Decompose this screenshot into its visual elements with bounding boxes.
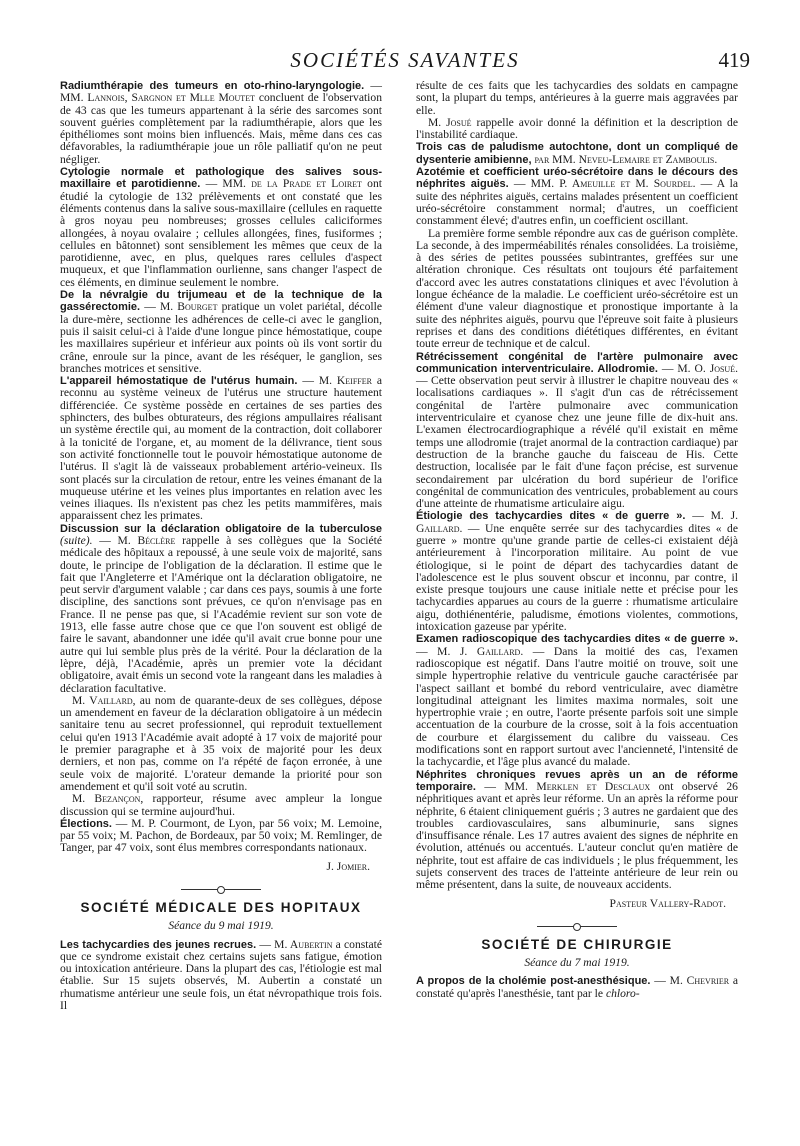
paragraph-text: — Une enquête serrée sur des tachycardies dites « de guerre » montre qu'une grande partie de celles-ci existaient déjà antérieurement à l'incorporation militaire. Au point de vue étiologique, si le point de départ des tachycardies datant de l'adolescence est le plus souvent obscur et inconnu, par contre, il existe presque toujours une cause initiale nette et précise pour les tachycardies apparues au cours de la guerre : rhumatisme articulaire aigu, dothiénentérie, paludisme, émotions violentes, commotions, intoxication gazeuse par ypérite. [416, 521, 738, 634]
society-heading: SOCIÉTÉ DE CHIRURGIE [481, 936, 673, 952]
paragraph-text: concluent de l'observation de 43 cas que les tumeurs appartenant à la série des sarcomes sont souvent guéries complètement par la radiumthérapie, alors que les épithéliomes sont moins bien influencés. Mais, même dans ces cas défavorables, la radiumthérapie joue un rôle palliatif qu'on ne peut négliger. [60, 91, 382, 166]
paragraph-vaillard [60, 695, 382, 793]
section-divider [181, 889, 261, 890]
paragraph-retrecissement [416, 351, 738, 511]
paragraph-title: Élections. [60, 817, 112, 830]
paragraph-title: Néphrites chroniques revues après un an de réforme temporaire. [416, 768, 738, 793]
paragraph-tuberculose [60, 523, 382, 695]
paragraph-title: A propos de la cholémie post-anesthésique. [416, 975, 651, 988]
paragraph-paludisme [416, 141, 738, 166]
paragraph-authors: par MM. Neveu-Lemaire et Zamboulis. [534, 152, 718, 166]
paragraph-premiere-forme [416, 228, 738, 351]
paragraph-azotemie [416, 166, 738, 227]
paragraph-text: a constaté que ce syndrome existait chez certains sujets sans fatigue, émotion ou intoxication antérieure. Dans la plupart des cas, l'étiologie est mal établie. Sur 15 sujets observés, M. Aubertin a constaté un rhumatisme antérieur une seule fois, un état névropathique trois fois. Il [60, 937, 382, 1013]
paragraph-radiumtherapie [60, 80, 382, 166]
paragraph-text: rappelle à ses collègues que la Société médicale des hôpitaux a repoussé, à une seule voix de majorité, sans doute, le principe de l'obligation de la déclaration. Il estime que le fait que l'Angleterre et l'Amérique ont la déclaration obligatoire, ne peut servir d'argument valable ; car dans ces pays, soumis à une forte discipline, des sanctions sont prévues, ce qu'on n'envisage pas en France. Il ne pense pas que, si l'Académie revient sur son vote de 1913, elle fasse autre chose que ce que l'on souvent est obligé de faire le savant, abandonner une idée qu'il avait crue bonne pour une autre qui lui semble plus près de la vérité. Pour la déclaration de la lèpre, déjà, l'Académie, après un premier vote la décidant obligatoire, avait émis un second vote la rangeant dans les maladies à déclaration facultative. [60, 533, 382, 695]
paragraph-title: Azotémie et coefficient uréo-sécrétoire dans le décours des néphrites aiguës. [416, 166, 738, 191]
paragraph-italic: chloro- [605, 986, 640, 1000]
paragraph-title: Examen radioscopique des tachycardies dites « de guerre ». [416, 633, 738, 646]
paragraph-text: — Dans la moitié des cas, l'examen radioscopique est négatif. Dans l'autre moitié on trouve, soit une simple hypertrophie relative du ventricule gauche caractérisée par l'aspect saillant et bombé du rebord ventriculaire, avec diamètre longitudinal atteignant les limites maxima normales, soit une hypertrophie vraie ; en outre, l'aorte présente parfois soit une simple accentuation de la courbure de la crosse, soit à la fois accentuation de courbure et élargissement du calibre du vaisseau. Ces modifications sont en rapport surtout avec l'ancienneté, l'intensité de la tachycardie, et l'âge plus avancé du malade. [416, 644, 738, 769]
paragraph-authors: — M. J. Gaillard. [416, 509, 738, 535]
paragraph-bezancon [60, 793, 382, 818]
paragraph-authors: — M. Keiffer [302, 374, 372, 388]
paragraph-elections [60, 818, 382, 855]
paragraph-title: L'appareil hémostatique de l'utérus humain. [60, 375, 298, 388]
section-divider [537, 926, 617, 927]
paragraph-text: rappelle avoir donné la définition et la description de l'instabilité cardiaque. [416, 115, 738, 142]
paragraph-title: Les tachycardies des jeunes recrues. [60, 938, 257, 951]
paragraph-authors: — M. Bourget [144, 300, 218, 314]
paragraph-text: La première forme semble répondre aux cas de guérison complète. La seconde, à des imperméabilités rénales consolidées. La troisième, à des séries de petites poussées subintrantes, greffées sur une altération chronique. Ces résultats ont toujours été parfaitement d'accord avec les autres constatations cliniques et avec l'évolution à longue échéance de la maladie. Le coefficient uréo-sécrétoire est un élément d'une valeur diagnostique et pronostique importante à la suite des néphrites aiguës, pourvu que l'épreuve soit faite à plusieurs reprises et dans des conditions diététiques différentes, en évitant toute erreur de technique et de calcul. [416, 226, 738, 351]
paragraph-hemostatique [60, 375, 382, 523]
paragraph-title: Rétrécissement congénital de l'artère pulmonaire avec communication interventriculaire. Allodromie. [416, 350, 738, 375]
paragraph-title: Discussion sur la déclaration obligatoire de la tuberculose [60, 522, 382, 535]
paragraph-text: — Cette observation peut servir à illustrer le chapitre nouveau des « localisations cardiaques ». Il s'agit d'un cas de rétrécissement congénital de l'artère pulmonaire avec communication interventriculaire et cyanose chez une jeune fille de dix-huit ans. L'examen électrocardiographique a révélé qu'il existait en même temps une allodromie (trajet anormal de la contraction cardiaque) par destruction de la branche gauche du faisceau de His. Cette destruction, localisée par le fait d'une façon précise, est survenue secondairement par ulcération du bord supérieur de l'orifice congénital de communication des ventricules, probablement au cours d'une atteinte de rhumatisme articulaire aigu. [416, 374, 738, 511]
seance-date: Séance du 9 mai 1919. [168, 919, 274, 933]
paragraph-authors: — MM. P. Ameuille et M. Sourdel. [513, 177, 696, 191]
paragraph-text: a constaté qu'après l'anesthésie, tant par le [416, 974, 739, 1000]
paragraph-continued [416, 80, 738, 117]
paragraph-authors: — M. Béclère [99, 533, 176, 547]
paragraph-josue [416, 117, 738, 142]
signature: J. Jomier. [326, 859, 370, 873]
paragraph-title: Étiologie des tachycardies dites « de guerre ». [416, 510, 686, 523]
paragraph-text: — A la suite des néphrites aiguës, certains malades présentent un coefficient uréo-sécrétoire constamment normal; d'autres, un coefficient constamment élevé; d'autres enfin, un coefficient oscillant. [416, 177, 738, 228]
paragraph-authors: — MM. de la Prade et Loiret [205, 177, 362, 191]
right-column [416, 80, 738, 1000]
paragraph-text: résulte de ces faits que les tachycardies des soldats en campagne sont, la plupart du temps, antérieures à la guerre mais aggravées par elle. [416, 79, 738, 117]
paragraph-authors: — M. Aubertin [259, 937, 333, 951]
paragraph-cholemie [416, 975, 738, 1000]
paragraph-text: ont étudié la cytologie de 132 prélèvements et ont constaté que les éléments contenus dans la salive sous-maxillaire (cellules en raquette à gros noyau peu nombreuses; grosses cellules caliciformes allongées, à noyau ovalaire ; cellules allongées, fines, fusiformes ; cellules en bâtonnet) sont sensiblement les mêmes que ceux de la parotidienne, avec, en plus, quelques rares cellules d'aspect muqueux, et que l'inflammation ourlienne, sans changer l'aspect de ces éléments, en diminue seulement le nombre. [60, 177, 382, 289]
paragraph-suite: (suite). [60, 533, 93, 547]
paragraph-authors: M. Vaillard, [72, 693, 136, 707]
paragraph-authors: M. Josué [428, 115, 472, 129]
paragraph-title: Cytologie normale et pathologique des salives sous-maxillaire et parotidienne. [60, 166, 382, 191]
paragraph-title: Trois cas de paludisme autochtone, dont un compliqué de dysenterie amibienne, [416, 141, 738, 166]
page-header [60, 48, 750, 78]
paragraph-text: — M. P. Courmont, de Lyon, par 56 voix; M. Lemoine, par 55 voix; M. Pachon, de Bordeaux, par 50 voix; M. Remlinger, de Tanger, par 47 voix, sont élus membres correspondants nationaux. [60, 816, 382, 855]
paragraph-tachycardies [60, 939, 382, 1013]
paragraph-title: Radiumthérapie des tumeurs en oto-rhino-laryngologie. [60, 80, 365, 92]
paragraph-authors: M. Bezançon, [72, 792, 144, 806]
signature: Pasteur Vallery-Radot. [609, 896, 726, 910]
paragraph-text: pratique un volet pariétal, décolle la dure-mère, sectionne les adhérences de celle-ci avec le ganglion, puis il saisit celui-ci à l'aide d'une longue pince hémostatique, coupe les maxillaires supérieur et inférieur aux points où ils vont sortir du crâne, enroule sur la pince, avant de les réséquer, le ganglion, ses branches motrices et sensitive. [60, 300, 382, 375]
paragraph-text: a reconnu au système veineux de l'utérus une structure hautement différenciée. Ce système possède en certaines de ses parties des sphincters, des bulbes obturateurs, des régions ampullaires réalisant un système érectile qui, au moment de la contraction, doit collaborer à la tonicité de l'organe, et, au moment de la délivrance, tient sous son activité fonctionnelle tout le pouvoir hémostatique autonome de l'utérus. Il s'agit là de vaisseaux probablement artério-veineux. Ils sont placés sur la circulation de retour, entre les veines émanant de la muqueuse utérine et les veines plus importantes en relation avec les veines iliaques. Ils n'existent pas chez les petits mammifères, mais apparaissent chez les primates. [60, 374, 382, 523]
paragraph-text: ont observé 26 néphritiques avant et après leur réforme. Un an après la réforme pour néphrite, 6 étaient cliniquement guéris ; 3 autres ne gardaient que des troubles cardiovasculaires, sans albuminurie, sans signes d'insuffisance rénale. Les 17 autres avaient des signes de néphrite en évolution, atténués ou accentués. L'auteur conclut qu'en matière de néphrite, tout est affaire de cas individuels ; le plus fréquemment, les sujets conservent des traces de l'atteinte antérieure de leur rein ou même présentent, dans la suite, de nouveaux accidents. [416, 779, 738, 892]
paragraph-nevralgie [60, 289, 382, 375]
paragraph-title: De la névralgie du trijumeau et de la technique de la gassérectomie. [60, 289, 382, 314]
paragraph-authors: — M. J. Gaillard. [416, 644, 524, 658]
seance-date: Séance du 7 mai 1919. [524, 956, 630, 970]
paragraph-etiologie [416, 510, 738, 633]
paragraph-nephrites [416, 769, 738, 892]
paragraph-cytologie [60, 166, 382, 289]
paragraph-authors: — MM. Lannois, Sargnon et Mlle Moutet [60, 79, 382, 105]
society-heading: SOCIÉTÉ MÉDICALE DES HOPITAUX [80, 900, 362, 915]
paragraph-radioscopique [416, 633, 738, 768]
left-column [60, 80, 382, 1012]
page-number: 419 [718, 48, 750, 72]
paragraph-authors: — MM. Merklen et Desclaux [484, 779, 651, 793]
running-title: SOCIÉTÉS SAVANTES [290, 48, 520, 72]
paragraph-authors: — M. Chevrier [654, 974, 730, 988]
paragraph-text: rapporteur, résume avec ampleur la longue discussion qui se termine aujourd'hui. [60, 792, 382, 818]
paragraph-authors: — M. O. Josué. [661, 361, 738, 375]
paragraph-text: au nom de quarante-deux de ses collègues, dépose un amendement en faveur de la déclaration obligatoire à un médecin sanitaire tenu au secret professionnel, qui reproduit textuellement celui qu'en 1913 l'Académie avait adopté à 17 voix de majorité pour le premier paragraphe et à 35 voix de majorité pour les deux derniers, et non pas, comme on l'a répété de façon erronée, à une seule voix de majorité. L'orateur demande la priorité pour son amendement et qu'il soit voté au scrutin. [60, 693, 382, 793]
